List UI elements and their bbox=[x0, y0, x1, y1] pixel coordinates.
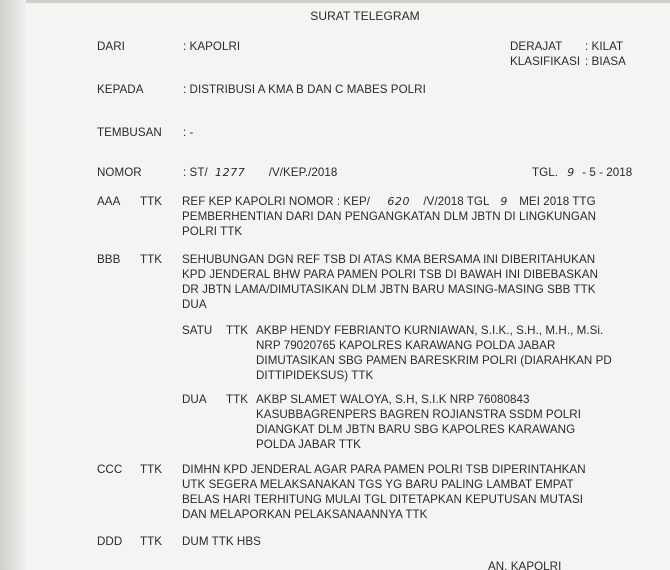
bbb-line: SEHUBUNGAN DGN REF TSB DI ATAS KMA BERSAMA INI DIBERITAHUKAN bbox=[182, 253, 596, 266]
ccc-line: BELAS HARI TERHITUNG MULAI TGL DITETAPKAN KEPUTUSAN MUTASI bbox=[182, 493, 584, 506]
dua-label: DUA bbox=[182, 393, 207, 406]
aaa-line-1c: MEI 2018 TTG bbox=[519, 195, 596, 208]
tembusan-label: TEMBUSAN bbox=[97, 126, 162, 139]
satu-line: DIMUTASIKAN SBG PAMEN BARESKRIM POLRI (DIARAHKAN PD bbox=[256, 354, 612, 367]
document-title: SURAT TELEGRAM bbox=[310, 9, 420, 23]
aaa-code: AAA bbox=[97, 195, 121, 208]
ddd-code: DDD bbox=[97, 535, 123, 548]
dari-value: : KAPOLRI bbox=[183, 40, 241, 53]
page-top-edge bbox=[0, 0, 670, 3]
ccc-code: CCC bbox=[97, 463, 123, 476]
satu-line: DITTIPIDEKSUS) TTK bbox=[256, 369, 374, 382]
bbb-line: DUA bbox=[182, 298, 207, 311]
tgl-day: 9 bbox=[567, 166, 575, 179]
klasifikasi-value: : BIASA bbox=[585, 55, 626, 68]
dua-line: AKBP SLAMET WALOYA, S.H, S.I.K NRP 76080843 bbox=[256, 393, 530, 406]
bbb-ttk: TTK bbox=[140, 253, 163, 266]
ccc-line: DIMHN KPD JENDERAL AGAR PARA PAMEN POLRI TSB DIPERINTAHKAN bbox=[182, 463, 586, 476]
aaa-handwritten-day: 9 bbox=[500, 195, 508, 208]
kepada-value: : DISTRIBUSI A KMA B DAN C MABES POLRI bbox=[183, 83, 426, 96]
kepada-label: KEPADA bbox=[97, 83, 144, 96]
ccc-ttk: TTK bbox=[140, 463, 163, 476]
dua-line: DIANGKAT DLM JBTN BARU SBG KAPOLRES KARAWANG bbox=[256, 423, 576, 436]
ccc-line: UTK SEGERA MELAKSANAKAN TGS YG BARU PALING LAMBAT EMPAT bbox=[182, 478, 574, 491]
dua-ttk: TTK bbox=[226, 393, 249, 406]
dua-line: KASUBBAGRENPERS BAGREN ROJIANSTRA SSDM POLRI bbox=[256, 408, 581, 421]
derajat-value: : KILAT bbox=[585, 40, 624, 53]
aaa-line-2: PEMBERHENTIAN DARI DAN PENGANGKATAN DLM JBTN DI LINGKUNGAN bbox=[182, 210, 597, 223]
nomor-label: NOMOR bbox=[97, 166, 142, 179]
satu-line: NRP 79020765 KAPOLRES KARAWANG POLDA JABAR bbox=[256, 339, 556, 352]
ddd-ttk: TTK bbox=[140, 535, 163, 548]
aaa-line-1 bbox=[182, 195, 596, 210]
signature-on-behalf: AN. KAPOLRI bbox=[488, 560, 562, 570]
aaa-line-1b: /V/2018 TGL bbox=[423, 195, 490, 208]
tgl-value bbox=[532, 166, 632, 181]
ccc-line: DAN MELAPORKAN PELAKSANAANNYA TTK bbox=[182, 508, 428, 521]
tgl-rest: - 5 - 2018 bbox=[582, 166, 633, 179]
derajat-label: DERAJAT bbox=[510, 40, 563, 53]
nomor-handwritten: 1277 bbox=[215, 166, 246, 179]
ddd-text: DUM TTK HBS bbox=[182, 535, 261, 548]
satu-ttk: TTK bbox=[226, 324, 249, 337]
tgl-label: TGL. bbox=[532, 166, 558, 179]
dari-label: DARI bbox=[97, 40, 125, 53]
aaa-line-1a: REF KEP KAPOLRI NOMOR : KEP/ bbox=[182, 195, 371, 208]
satu-line: AKBP HENDY FEBRIANTO KURNIAWAN, S.I.K., S.H., M.H., M.Si. bbox=[256, 324, 604, 337]
nomor-value bbox=[183, 166, 337, 181]
page-left-edge bbox=[0, 0, 26, 570]
aaa-ttk: TTK bbox=[140, 195, 163, 208]
tembusan-value: : - bbox=[183, 126, 194, 139]
aaa-line-3: POLRI TTK bbox=[182, 225, 243, 238]
dua-line: POLDA JABAR TTK bbox=[256, 438, 361, 451]
aaa-handwritten-number: 620 bbox=[387, 195, 411, 208]
nomor-prefix: : ST/ bbox=[183, 166, 208, 179]
satu-label: SATU bbox=[182, 324, 213, 337]
bbb-line: DR JBTN LAMA/DIMUTASIKAN DLM JBTN BARU MASING-MASING SBB TTK bbox=[182, 283, 596, 296]
bbb-line: KPD JENDERAL BHW PARA PAMEN POLRI TSB DI BAWAH INI DIBEBASKAN bbox=[182, 268, 599, 281]
nomor-suffix: /V/KEP./2018 bbox=[268, 166, 338, 179]
klasifikasi-label: KLASIFIKASI bbox=[510, 55, 581, 68]
bbb-code: BBB bbox=[97, 253, 121, 266]
